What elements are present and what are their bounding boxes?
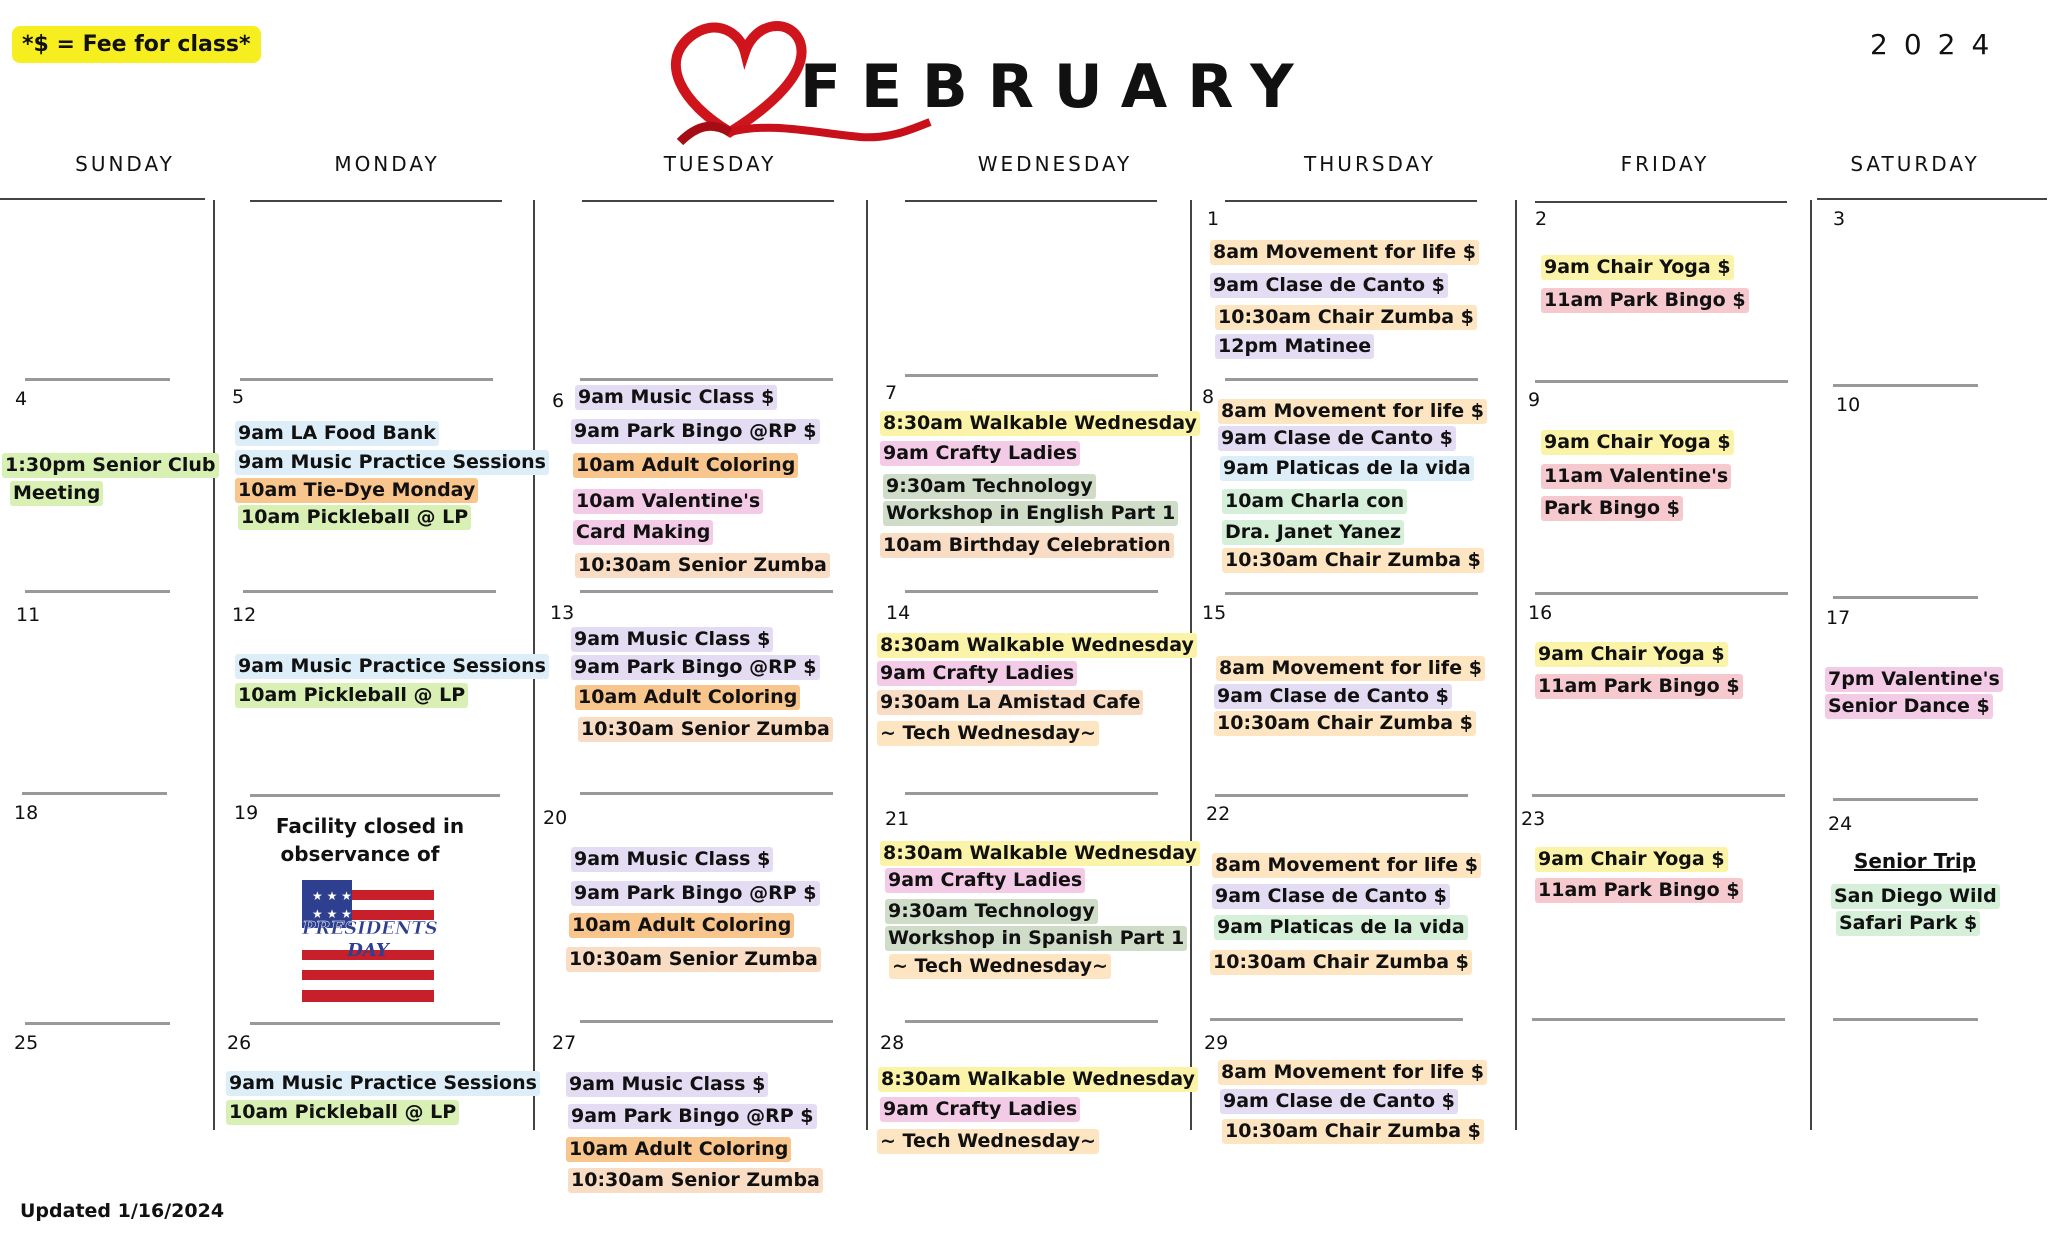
updated-note: Updated 1/16/2024 [20,1200,225,1222]
event-item: 9am Clase de Canto $ [1214,684,1452,709]
svg-text:★ ★ ★: ★ ★ ★ [312,907,352,921]
event-item: 9:30am Technology [883,474,1096,499]
event-item: 8am Movement for life $ [1218,1060,1487,1085]
event-item: ~ Tech Wednesday~ [889,954,1111,979]
date-number: 22 [1206,803,1231,825]
day-header-saturday: SATURDAY [1850,152,1980,176]
column-divider [213,200,215,1130]
event-item: 12pm Matinee [1215,334,1374,359]
event-item: 10:30am Senior Zumba [568,1168,823,1193]
event-item: 9am Park Bingo @RP $ [568,1104,817,1129]
header-rule [250,200,502,202]
event-item: 8am Movement for life $ [1210,240,1479,265]
week-separator [1225,378,1478,381]
event-item: 11am Valentine's [1541,464,1731,489]
date-number: 23 [1521,808,1546,830]
event-item: 9am Clase de Canto $ [1220,1089,1458,1114]
event-item: 9am Park Bingo @RP $ [571,881,820,906]
event-item: 8:30am Walkable Wednesday [880,841,1200,866]
week-separator [1833,384,1978,387]
day-header-wednesday: WEDNESDAY [977,152,1133,176]
event-item: 8am Movement for life $ [1216,656,1485,681]
event-item: 9am Music Class $ [566,1072,768,1097]
date-number: 17 [1826,607,1851,629]
event-item: 8:30am Walkable Wednesday [878,1067,1198,1092]
event-item: 9am Chair Yoga $ [1535,642,1728,667]
event-item: Workshop in Spanish Part 1 [885,926,1187,951]
week-separator [905,792,1158,795]
facility-closed-note: Facility closed in [275,814,465,838]
week-separator [1210,1018,1463,1021]
event-item: 9am Crafty Ladies [885,868,1085,893]
header-rule [0,198,205,200]
event-item: 9am Clase de Canto $ [1218,426,1456,451]
week-separator [1225,592,1478,595]
day-header-sunday: SUNDAY [75,152,175,176]
event-item: 9am Chair Yoga $ [1541,430,1734,455]
week-separator [240,378,493,381]
presidents-day-text: PRESIDENTS [302,918,438,939]
presidents-day-logo [302,880,438,1002]
week-separator [580,590,833,593]
date-number: 4 [15,388,28,410]
week-separator [250,794,500,797]
event-item: 8am Movement for life $ [1212,853,1481,878]
header-rule [1535,201,1787,203]
day-header-tuesday: TUESDAY [663,152,777,176]
event-item: 9am Music Class $ [571,847,773,872]
week-separator [1833,798,1978,801]
event-item: 10:30am Chair Zumba $ [1215,305,1477,330]
event-item: ~ Tech Wednesday~ [877,1129,1099,1154]
event-item: San Diego Wild [1831,884,2000,909]
date-number: 3 [1833,208,1846,230]
week-separator [905,590,1158,593]
week-separator [905,1020,1158,1023]
event-item: 9am Music Class $ [575,385,777,410]
event-item: 10am Pickleball @ LP [226,1100,459,1125]
week-separator [25,1022,170,1025]
event-item: Park Bingo $ [1541,496,1683,521]
event-item: 9am Music Practice Sessions [226,1071,540,1096]
week-separator [1535,592,1788,595]
date-number: 14 [886,602,911,624]
event-item: 10am Pickleball @ LP [235,683,468,708]
header-rule [1225,200,1477,202]
date-number: 7 [885,382,898,404]
date-number: 25 [14,1032,39,1054]
event-item: 9am Music Class $ [571,627,773,652]
date-number: 5 [232,386,245,408]
date-number: 27 [552,1032,577,1054]
event-item: Senior Dance $ [1825,694,1993,719]
event-item: 9am Chair Yoga $ [1535,847,1728,872]
date-number: 26 [227,1032,252,1054]
day-header-monday: MONDAY [334,152,440,176]
event-item: 10am Pickleball @ LP [238,505,471,530]
event-item: 9:30am La Amistad Cafe [877,690,1143,715]
event-item: 10am Valentine's [573,489,763,514]
day-header-thursday: THURSDAY [1304,152,1436,176]
date-number: 9 [1528,389,1541,411]
senior-trip-title: Senior Trip [1853,849,1977,873]
date-number: 19 [234,802,259,824]
event-item: 10:30am Chair Zumba $ [1222,1119,1484,1144]
event-item: 10am Birthday Celebration [880,533,1174,558]
event-item: 8am Movement for life $ [1218,399,1487,424]
column-divider [1190,200,1192,1130]
event-item: 9am Clase de Canto $ [1210,273,1448,298]
event-item: 10am Adult Coloring [573,453,798,478]
date-number: 21 [885,808,910,830]
event-item: 10am Tie-Dye Monday [235,478,478,503]
event-item: 10:30am Senior Zumba [575,553,830,578]
date-number: 24 [1828,813,1853,835]
day-header-friday: FRIDAY [1620,152,1710,176]
date-number: 13 [550,602,575,624]
event-item: 9am Clase de Canto $ [1212,884,1450,909]
week-separator [1535,380,1788,383]
date-number: 29 [1204,1032,1229,1054]
event-item: 10:30am Chair Zumba $ [1222,548,1484,573]
event-item: 9am Crafty Ladies [880,441,1080,466]
date-number: 28 [880,1032,905,1054]
event-item: 8:30am Walkable Wednesday [877,633,1197,658]
week-separator [1532,794,1785,797]
event-item: 10am Charla con [1222,489,1407,514]
event-item: 10am Adult Coloring [569,913,794,938]
column-divider [866,200,868,1130]
year-label: 2024 [1870,28,2006,61]
header-rule [905,200,1157,202]
fee-legend: *$ = Fee for class* [12,26,261,63]
event-item: 9am LA Food Bank [235,421,439,446]
date-number: 2 [1535,208,1548,230]
week-separator [22,792,167,795]
date-number: 6 [552,390,565,412]
svg-text:★ ★ ★: ★ ★ ★ [312,889,352,903]
week-separator [1833,596,1978,599]
date-number: 8 [1202,386,1215,408]
week-separator [25,590,170,593]
event-item: 7pm Valentine's [1825,667,2003,692]
event-item: 9:30am Technology [885,899,1098,924]
event-item: Meeting [10,481,103,506]
event-item: Card Making [573,520,713,545]
date-number: 20 [543,807,568,829]
column-divider [1515,200,1517,1130]
event-item: 10:30am Senior Zumba [578,717,833,742]
event-item: 9am Platicas de la vida [1220,456,1474,481]
event-item: 10:30am Chair Zumba $ [1210,950,1472,975]
event-item: ~ Tech Wednesday~ [877,721,1099,746]
event-item: Workshop in English Part 1 [883,501,1178,526]
week-separator [905,374,1158,377]
header-rule [1817,198,2047,200]
event-item: 9am Music Practice Sessions [235,654,549,679]
week-separator [25,378,170,381]
date-number: 11 [16,604,41,626]
event-item: 9am Music Practice Sessions [235,450,549,475]
event-item: Safari Park $ [1836,911,1980,936]
week-separator [1215,794,1468,797]
date-number: 12 [232,604,257,626]
date-number: 10 [1836,394,1861,416]
date-number: 1 [1207,208,1220,230]
event-item: 9am Platicas de la vida [1214,915,1468,940]
event-item: 10:30am Senior Zumba [566,947,821,972]
presidents-day-text: DAY [347,940,389,961]
event-item: 11am Park Bingo $ [1535,878,1743,903]
date-number: 15 [1202,602,1227,624]
event-item: 9am Park Bingo @RP $ [571,655,820,680]
event-item: 9am Crafty Ladies [880,1097,1080,1122]
week-separator [1532,1018,1785,1021]
event-item: 10am Adult Coloring [566,1137,791,1162]
date-number: 16 [1528,602,1553,624]
event-item: Dra. Janet Yanez [1222,520,1404,545]
event-item: 9am Park Bingo @RP $ [571,419,820,444]
date-number: 18 [14,802,39,824]
week-separator [243,590,496,593]
event-item: 8:30am Walkable Wednesday [880,411,1200,436]
event-item: 9am Chair Yoga $ [1541,255,1734,280]
event-item: 10am Adult Coloring [575,685,800,710]
week-separator [1833,1018,1978,1021]
event-item: 9am Crafty Ladies [877,661,1077,686]
week-separator [580,378,833,381]
week-separator [250,1022,500,1025]
event-item: 11am Park Bingo $ [1541,288,1749,313]
column-divider [1810,200,1812,1130]
event-item: 1:30pm Senior Club [2,453,219,478]
header-rule [582,200,834,202]
week-separator [580,792,833,795]
event-item: 10:30am Chair Zumba $ [1214,711,1476,736]
month-title: FEBRUARY [800,52,1314,122]
event-item: 11am Park Bingo $ [1535,674,1743,699]
week-separator [580,1020,833,1023]
facility-closed-note: observance of [280,842,440,866]
